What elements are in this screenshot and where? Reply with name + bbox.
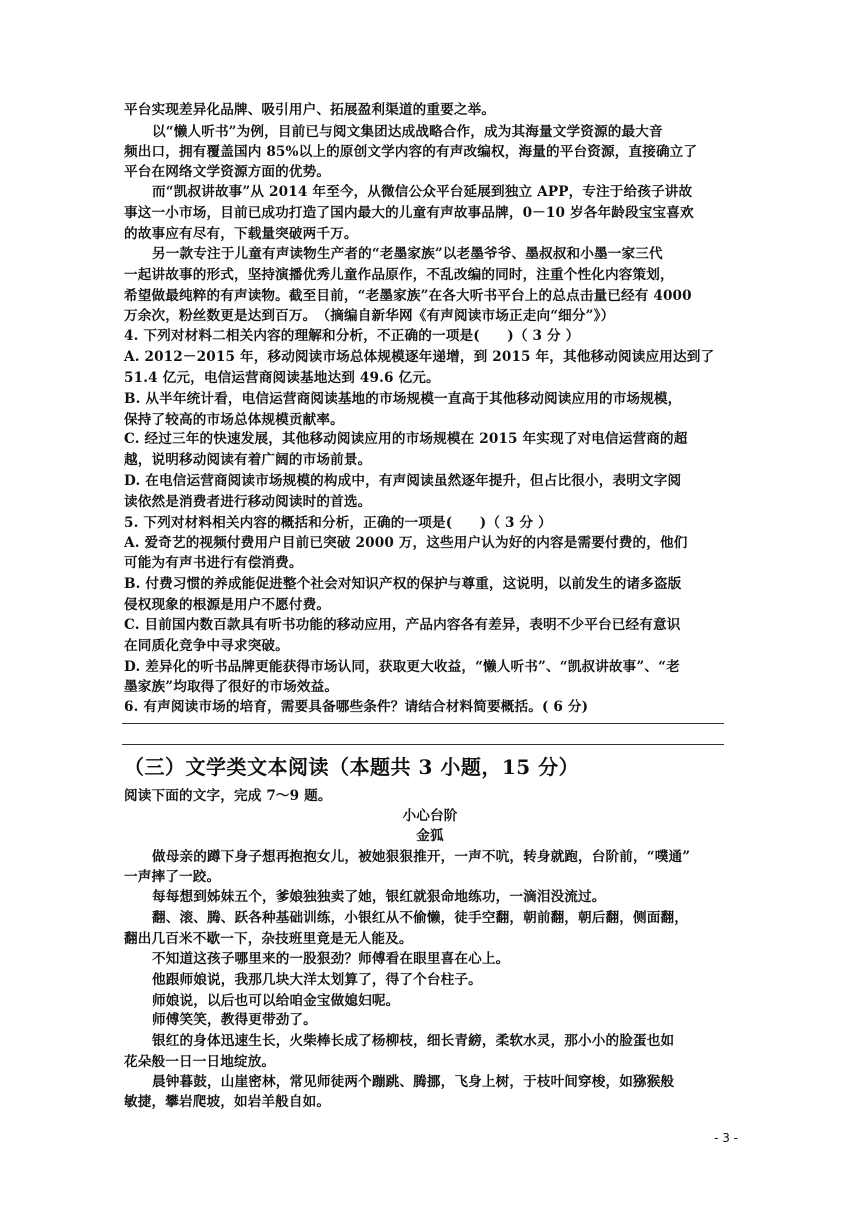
story-line: 师娘说，以后也可以给咱金宝做媳妇呢。 — [152, 992, 400, 1009]
question-4-option: 越，说明移动阅读有着广阔的市场前景。 — [124, 452, 372, 469]
story-line: 做母亲的蹲下身子想再抱抱女儿，被她狠狠推开，一声不吭，转身就跑，台阶前，“噗通” — [152, 848, 691, 865]
story-line: 一声摔了一跤。 — [124, 869, 221, 886]
text-line: 平台在网络文学资源方面的优势。 — [124, 163, 331, 180]
story-line: 他跟师娘说，我那几块大洋太划算了，得了个台柱子。 — [152, 971, 482, 988]
question-4-option: B. 从半年统计看，电信运营商阅读基地的市场规模一直高于其他移动阅读应用的市场规模， — [124, 390, 682, 407]
answer-line — [122, 744, 724, 745]
story-line: 师傅笑笑，教得更带劲了。 — [152, 1012, 317, 1029]
question-5-option: 墨家族”均取得了很好的市场效益。 — [124, 679, 339, 696]
story-title: 小心台阶 — [402, 807, 458, 824]
question-4-stem: 4. 下列对材料二相关内容的理解和分析，不正确的一项是( )（ 3 分 ） — [124, 328, 580, 345]
answer-line — [122, 723, 724, 724]
text-line: 平台实现差异化品牌、吸引用户、拓展盈利渠道的重要之举。 — [124, 102, 496, 118]
section-title: （三）文学类文本阅读（本题共 3 小题，15 分） — [124, 755, 580, 780]
story-line: 花朵般一日一日地绽放。 — [124, 1054, 276, 1071]
question-4-option: C. 经过三年的快速发展，其他移动阅读应用的市场规模在 2015 年实现了对电信运营商的超 — [124, 431, 688, 448]
question-5-option: A. 爱奇艺的视频付费用户目前已突破 2000 万，这些用户认为好的内容是需要付费的，他们 — [124, 534, 688, 551]
question-4-option: D. 在电信运营商阅读市场规模的构成中，有声阅读虽然逐年提升，但占比很小，表明文字阅 — [124, 473, 682, 490]
text-line: 频出口，拥有覆盖国内 85%以上的原创文学内容的有声改编权，海量的平台资源，直接确立了 — [124, 143, 698, 160]
question-5-option: 侵权现象的根源是用户不愿付费。 — [124, 597, 331, 613]
question-5-option: D. 差异化的听书品牌更能获得市场认同，获取更大收益，“懒人听书”、“凯叔讲故事”、“老 — [124, 658, 680, 675]
text-line: 万余次，粉丝数更是达到百万。 （摘编自新华网《有声阅读市场正走向“细分”》） — [124, 308, 615, 325]
question-6-stem: 6. 有声阅读市场的培育，需要具备哪些条件？请结合材料简要概括。( 6 分) — [124, 699, 589, 716]
question-5-option: 在同质化竞争中寻求突破。 — [124, 637, 289, 654]
question-4-option: 保持了较高的市场总体规模贡献率。 — [124, 411, 344, 428]
page-number: - 3 - — [714, 1131, 738, 1145]
story-line: 每每想到姊妹五个，爹娘独独卖了她，银红就狠命地练功，一滴泪没流过。 — [152, 889, 606, 906]
question-5-option: 可能为有声书进行有偿消费。 — [124, 555, 303, 572]
reading-instruction: 阅读下面的文字，完成 7～9 题。 — [124, 788, 332, 804]
story-line: 翻出几百米不歇一下，杂技班里竟是无人能及。 — [124, 931, 413, 947]
text-line: 希望做最纯粹的有声读物。截至目前，“老墨家族”在各大听书平台上的总点击量已经有 4000 — [124, 287, 692, 304]
question-5-stem: 5. 下列对材料相关内容的概括和分析，正确的一项是( )（ 3 分 ） — [124, 514, 552, 531]
text-line: 的故事应有尽有，下载量突破两千万。 — [124, 226, 358, 242]
text-line: 而“凯叔讲故事”从 2014 年至今，从微信公众平台延展到独立 APP，专注于给孩子讲故 — [152, 184, 693, 201]
text-line: 事这一小市场，目前已成功打造了国内最大的儿童有声故事品牌，0－10 岁各年龄段宝宝喜欢 — [124, 205, 694, 222]
question-4-option: 51.4 亿元，电信运营商阅读基地达到 49.6 亿元。 — [124, 369, 440, 386]
question-5-option: C. 目前国内数百款具有听书功能的移动应用，产品内容各有差异，表明不少平台已经有意识 — [124, 616, 681, 633]
question-4-option: 读依然是消费者进行移动阅读时的首选。 — [124, 493, 372, 510]
text-line: 另一款专注于儿童有声读物生产者的“老墨家族”以老墨爷爷、墨叔叔和小墨一家三代 — [152, 245, 663, 262]
story-line: 敏捷，攀岩爬坡，如岩羊般自如。 — [124, 1093, 331, 1110]
story-line: 银红的身体迅速生长，火柴棒长成了杨柳枝，细长青縍，柔软水灵，那小小的脸蛋也如 — [152, 1033, 675, 1050]
story-line: 晨钟暮鼓，山崖密林，常见师徒两个蹦跳、腾挪，飞身上树，于枝叶间穿梭，如猕猴般 — [152, 1074, 675, 1090]
text-line: 以“懒人听书”为例，目前已与阅文集团达成战略合作，成为其海量文学资源的最大音 — [152, 123, 663, 140]
story-line: 不知道这孩子哪里来的一股狠劲？师傅看在眼里喜在心上。 — [152, 950, 510, 967]
question-4-option: A. 2012－2015 年，移动阅读市场总体规模逐年递增，到 2015 年，其他移动阅读应用达到了 — [124, 349, 715, 366]
story-author: 金狐 — [416, 827, 444, 844]
question-5-option: B. 付费习惯的养成能促进整个社会对知识产权的保护与尊重，这说明，以前发生的诸多盗版 — [124, 576, 682, 593]
text-line: 一起讲故事的形式，坚持演播优秀儿童作品原作，不乱改编的同时，注重个性化内容策划， — [124, 266, 674, 283]
story-line: 翻、滚、腾、跃各种基础训练，小银红从不偷懒，徒手空翻，朝前翻，朝后翻，侧面翻， — [152, 910, 689, 927]
